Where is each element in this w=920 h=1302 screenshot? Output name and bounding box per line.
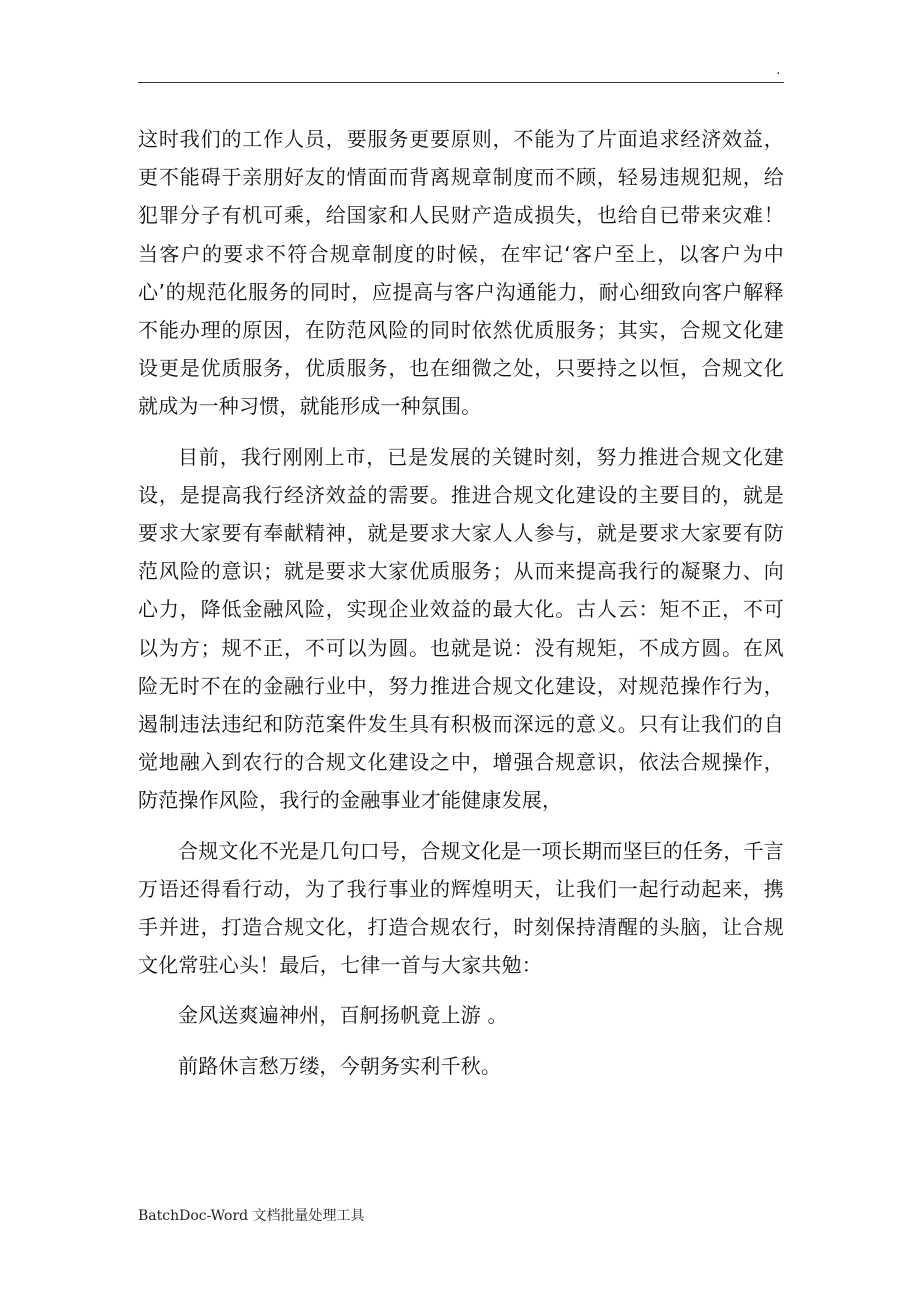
document-body — [138, 120, 784, 1097]
paragraph-3: 合规文化不光是几句口号，合规文化是一项长期而坚巨的任务，千言万语还得看行动，为了我行事业的辉煌明天，让我们一起行动起来，携手并进，打造合规文化，打造合规农行，时刻保持清醒的头脑，让合规文化常驻心头！最后，七律一首与大家共勉： — [138, 838, 784, 978]
paragraph-1: 这时我们的工作人员，要服务更要原则，不能为了片面追求经济效益，更不能碍于亲朋好友的情面而背离规章制度而不顾，轻易违规犯规，给犯罪分子有机可乘，给国家和人民财产造成损失，也给自已带来灾难！当客户的要求不符合规章制度的时候，在牢记‘客户至上，以客户为中心’的规范化服务的同时，应提高与客户沟通能力，耐心细致向客户解释不能办理的原因，在防范风险的同时依然优质服务；其实，合规文化建设更是优质服务，优质服务，也在细微之处，只要持之以恒，合规文化就成为一种习惯，就能形成一种氛围。 — [138, 127, 784, 419]
poem-line-1: 金风送爽遍神州，百舸扬帆竟上游 。 — [178, 1003, 508, 1028]
header-rule — [138, 82, 784, 83]
poem-line-2: 前路休言愁万缕，今朝务实利千秋。 — [178, 1053, 502, 1078]
paragraph-2: 目前，我行刚刚上市，已是发展的关键时刻，努力推进合规文化建设，是提高我行经济效益的需要。推进合规文化建设的主要目的，就是要求大家要有奉献精神，就是要求大家人人参与，就是要求大家要有防范风险的意识；就是要求大家优质服务；从而来提高我行的凝聚力、向心力，降低金融风险，实现企业效益的最大化。古人云：矩不正，不可以为方；规不正，不可以为圆。也就是说：没有规矩，不成方圆。在风险无时不在的金融行业中，努力推进合规文化建设，对规范操作行为，遏制违法违纪和防范案件发生具有积极而深远的意义。只有让我们的自觉地融入到农行的合规文化建设之中，增强合规意识，依法合规操作，防范操作风险，我行的金融事业才能健康发展， — [138, 444, 784, 813]
footer-text: BatchDoc-Word 文档批量处理工具 — [138, 1208, 365, 1224]
header-mark: . — [776, 62, 781, 78]
